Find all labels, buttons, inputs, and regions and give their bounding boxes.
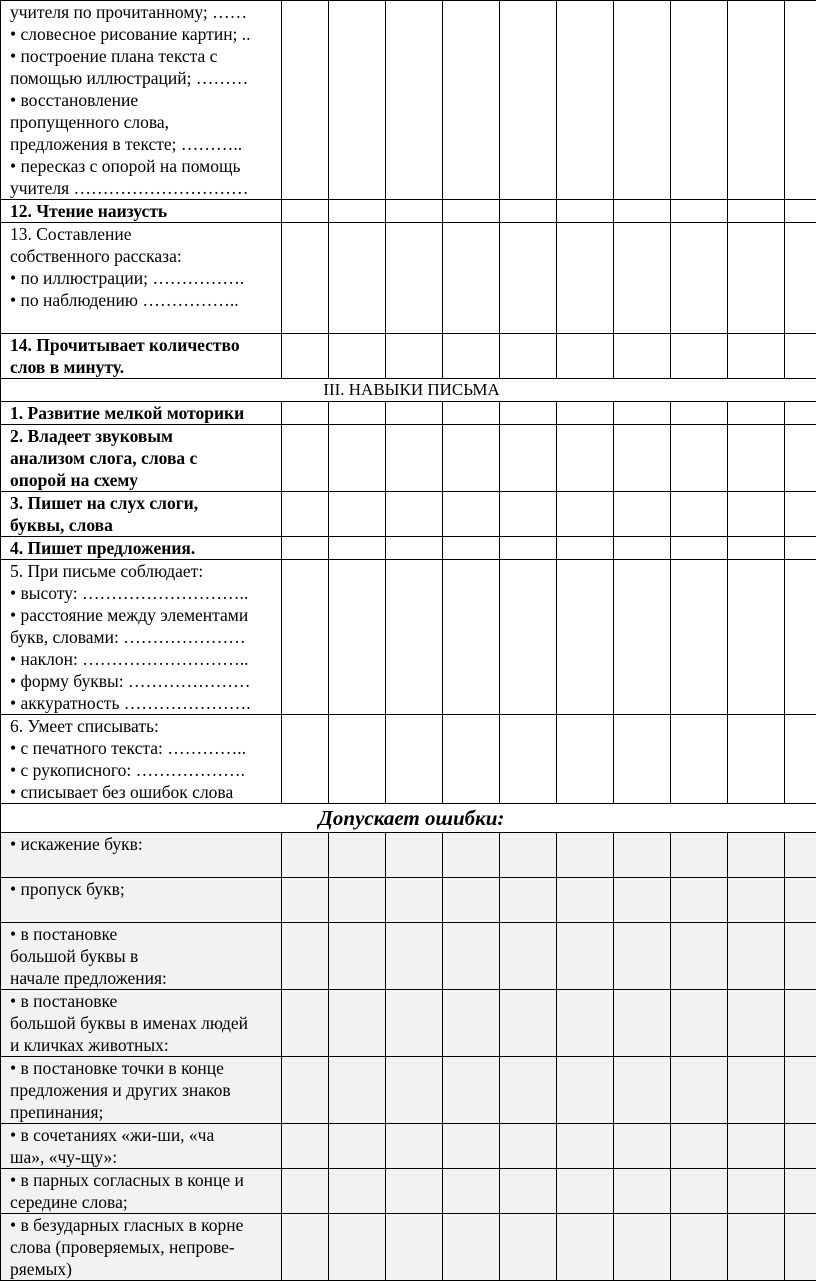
assessment-cell[interactable] [329,492,386,537]
criterion-cell [1,833,282,878]
assessment-cell[interactable] [671,715,728,804]
assessment-cell[interactable] [614,334,671,379]
assessment-cell[interactable] [443,425,500,492]
criterion-text-line: начале предложения: [10,967,281,989]
criterion-text-line: • в постановке [10,990,281,1012]
criterion-text-line: помощью иллюстраций; ……… [10,67,281,89]
assessment-cell[interactable] [671,878,728,923]
assessment-cell[interactable] [282,425,329,492]
assessment-cell[interactable] [671,1214,728,1281]
assessment-cell[interactable] [443,923,500,990]
assessment-cell[interactable] [785,200,816,223]
assessment-cell[interactable] [386,833,443,878]
assessment-cell[interactable] [728,334,785,379]
criterion-cell [1,1169,282,1214]
assessment-cell[interactable] [557,492,614,537]
assessment-cell[interactable] [557,923,614,990]
assessment-cell[interactable] [282,537,329,560]
assessment-cell[interactable] [671,990,728,1057]
assessment-cell[interactable] [329,1,386,200]
assessment-cell[interactable] [443,1,500,200]
assessment-cell[interactable] [443,878,500,923]
assessment-cell[interactable] [500,200,557,223]
assessment-cell[interactable] [614,402,671,425]
assessment-cell[interactable] [386,990,443,1057]
criterion-text-line: собственного рассказа: [10,245,281,267]
assessment-cell[interactable] [785,334,816,379]
assessment-cell[interactable] [329,990,386,1057]
assessment-cell[interactable] [329,1057,386,1124]
assessment-cell[interactable] [443,334,500,379]
criterion-text-line: опорой на схему [10,469,281,491]
assessment-cell[interactable] [443,990,500,1057]
assessment-cell[interactable] [329,1214,386,1281]
assessment-cell[interactable] [785,560,816,715]
criterion-text-line: букв, словами: ………………… [10,626,281,648]
assessment-cell[interactable] [671,1,728,200]
assessment-cell[interactable] [282,833,329,878]
assessment-cell[interactable] [500,1057,557,1124]
assessment-cell[interactable] [386,334,443,379]
assessment-cell[interactable] [728,425,785,492]
assessment-cell[interactable] [329,1124,386,1169]
criterion-cell [1,402,282,425]
assessment-cell[interactable] [386,537,443,560]
table-row [1,833,816,878]
assessment-cell[interactable] [386,402,443,425]
criterion-text-line: • списывает без ошибок слова [10,781,281,803]
assessment-cell[interactable] [282,1,329,200]
assessment-cell[interactable] [500,715,557,804]
assessment-cell[interactable] [785,878,816,923]
assessment-cell[interactable] [443,1124,500,1169]
assessment-cell[interactable] [785,1,816,200]
assessment-cell[interactable] [728,1,785,200]
assessment-cell[interactable] [671,833,728,878]
criterion-text-line: предложения и других знаков [10,1079,281,1101]
criterion-text-line: препинания; [10,1101,281,1123]
assessment-cell[interactable] [386,1214,443,1281]
assessment-cell[interactable] [329,223,386,334]
assessment-cell[interactable] [557,878,614,923]
assessment-cell[interactable] [386,425,443,492]
criterion-text-line: • в постановке точки в конце [10,1057,281,1079]
criterion-text-line: • по наблюдению …………….. [10,289,281,311]
assessment-cell[interactable] [386,223,443,334]
assessment-cell[interactable] [500,1124,557,1169]
assessment-cell[interactable] [386,1,443,200]
criterion-text-line: ряемых) [10,1258,281,1280]
assessment-cell[interactable] [386,923,443,990]
assessment-cell[interactable] [728,537,785,560]
assessment-cell[interactable] [386,1057,443,1124]
assessment-cell[interactable] [500,537,557,560]
assessment-cell[interactable] [282,200,329,223]
criterion-text-line: слов в минуту. [10,356,281,378]
assessment-cell[interactable] [282,1057,329,1124]
assessment-cell[interactable] [671,200,728,223]
assessment-cell[interactable] [500,833,557,878]
assessment-cell[interactable] [614,492,671,537]
assessment-cell[interactable] [614,990,671,1057]
assessment-cell[interactable] [329,425,386,492]
criterion-text-line: • по иллюстрации; ……………. [10,267,281,289]
criterion-text-line: буквы, слова [10,514,281,536]
assessment-cell[interactable] [614,833,671,878]
criterion-cell [1,492,282,537]
assessment-cell[interactable] [443,1214,500,1281]
criterion-cell [1,200,282,223]
assessment-cell[interactable] [443,402,500,425]
assessment-cell[interactable] [614,1124,671,1169]
assessment-cell[interactable] [443,560,500,715]
assessment-cell[interactable] [329,537,386,560]
assessment-cell[interactable] [557,200,614,223]
assessment-cell[interactable] [671,1057,728,1124]
criterion-text-line: 1. Развитие мелкой моторики [10,402,281,424]
assessment-cell[interactable] [785,990,816,1057]
assessment-cell[interactable] [282,1169,329,1214]
assessment-cell[interactable] [557,1169,614,1214]
assessment-cell[interactable] [671,1169,728,1214]
assessment-cell[interactable] [500,402,557,425]
assessment-cell[interactable] [785,537,816,560]
criterion-text-line: пропущенного слова, [10,111,281,133]
assessment-cell[interactable] [557,1124,614,1169]
criterion-text-line: середине слова; [10,1191,281,1213]
criterion-text-line: • аккуратность …………………. [10,692,281,714]
criterion-text-line: • искажение букв: [10,833,281,855]
criterion-cell [1,715,282,804]
criterion-text-line: • с печатного текста: ………….. [10,737,281,759]
assessment-cell[interactable] [282,334,329,379]
assessment-cell[interactable] [671,223,728,334]
assessment-cell[interactable] [282,402,329,425]
table-row [1,1057,816,1124]
criterion-text-line: • в сочетаниях «жи-ши, «ча [10,1124,281,1146]
assessment-cell[interactable] [671,334,728,379]
table-row [1,1214,816,1281]
assessment-cell[interactable] [500,492,557,537]
criterion-text-line: • пропуск букв; [10,878,281,900]
assessment-cell[interactable] [282,923,329,990]
criterion-text-line: 6. Умеет списывать: [10,715,281,737]
criterion-text-line [10,311,281,333]
criterion-text-line: • в постановке [10,923,281,945]
assessment-cell[interactable] [386,878,443,923]
assessment-cell[interactable] [785,1214,816,1281]
criterion-text-line: • в безударных гласных в корне [10,1214,281,1236]
assessment-cell[interactable] [614,200,671,223]
assessment-cell[interactable] [329,923,386,990]
assessment-cell[interactable] [728,560,785,715]
criterion-cell [1,990,282,1057]
assessment-cell[interactable] [500,1169,557,1214]
assessment-cell[interactable] [282,878,329,923]
assessment-cell[interactable] [443,1057,500,1124]
assessment-cell[interactable] [500,878,557,923]
assessment-cell[interactable] [728,1214,785,1281]
assessment-cell[interactable] [500,923,557,990]
criterion-cell [1,334,282,379]
assessment-cell[interactable] [671,402,728,425]
assessment-cell[interactable] [282,560,329,715]
assessment-cell[interactable] [614,1214,671,1281]
assessment-cell[interactable] [557,223,614,334]
table-row [1,990,816,1057]
assessment-cell[interactable] [386,1124,443,1169]
assessment-cell[interactable] [728,223,785,334]
table-row [1,334,816,379]
assessment-cell[interactable] [282,492,329,537]
assessment-cell[interactable] [443,1169,500,1214]
assessment-cell[interactable] [614,560,671,715]
assessment-cell[interactable] [728,715,785,804]
assessment-cell[interactable] [671,425,728,492]
section-heading: III. НАВЫКИ ПИСЬМА [1,379,816,402]
criterion-text-line: учителя ………………………… [10,177,281,199]
assessment-cell[interactable] [557,1,614,200]
assessment-cell[interactable] [557,334,614,379]
criterion-text-line: 3. Пишет на слух слоги, [10,492,281,514]
criterion-text-line: 4. Пишет предложения. [10,537,281,559]
assessment-cell[interactable] [785,715,816,804]
assessment-cell[interactable] [500,1,557,200]
table-row [1,560,816,715]
criterion-text-line: • восстановление [10,89,281,111]
criterion-text-line: анализом слога, слова с [10,447,281,469]
assessment-cell[interactable] [614,1,671,200]
assessment-cell[interactable] [785,492,816,537]
assessment-cell[interactable] [282,715,329,804]
assessment-cell[interactable] [500,560,557,715]
criterion-cell [1,1124,282,1169]
criterion-cell [1,1057,282,1124]
assessment-cell[interactable] [329,833,386,878]
criterion-text-line: 5. При письме соблюдает: [10,560,281,582]
criterion-text-line: слова (проверяемых, непрове- [10,1236,281,1258]
table-row [1,1169,816,1214]
criterion-cell [1,537,282,560]
section-row [1,804,816,833]
criterion-text-line: большой буквы в именах людей [10,1012,281,1034]
criterion-text-line: учителя по прочитанному; …… [10,1,281,23]
assessment-cell[interactable] [443,833,500,878]
assessment-cell[interactable] [443,223,500,334]
assessment-cell[interactable] [614,537,671,560]
table-row [1,223,816,334]
assessment-cell[interactable] [500,1214,557,1281]
assessment-cell[interactable] [500,990,557,1057]
assessment-cell[interactable] [728,1124,785,1169]
table-row [1,200,816,223]
criterion-text-line: • построение плана текста с [10,45,281,67]
criterion-cell [1,878,282,923]
assessment-cell[interactable] [329,200,386,223]
assessment-cell[interactable] [500,334,557,379]
assessment-cell[interactable] [557,715,614,804]
assessment-cell[interactable] [671,1124,728,1169]
assessment-cell[interactable] [557,402,614,425]
assessment-cell[interactable] [282,223,329,334]
assessment-cell[interactable] [614,715,671,804]
table-row [1,492,816,537]
assessment-cell[interactable] [614,923,671,990]
assessment-cell[interactable] [728,878,785,923]
criterion-text-line: и кличках животных: [10,1034,281,1056]
assessment-cell[interactable] [443,537,500,560]
assessment-cell[interactable] [785,1169,816,1214]
assessment-cell[interactable] [728,200,785,223]
assessment-cell[interactable] [557,833,614,878]
criterion-text-line: большой буквы в [10,945,281,967]
assessment-cell[interactable] [500,223,557,334]
assessment-cell[interactable] [443,492,500,537]
criterion-text-line: • наклон: ……………………….. [10,648,281,670]
criterion-text-line: • высоту: ……………………….. [10,582,281,604]
assessment-cell[interactable] [728,492,785,537]
assessment-cell[interactable] [386,560,443,715]
criterion-text-line: 13. Составление [10,223,281,245]
assessment-cell[interactable] [329,878,386,923]
assessment-cell[interactable] [386,1169,443,1214]
criterion-text-line: предложения в тексте; ……….. [10,133,281,155]
assessment-cell[interactable] [614,1057,671,1124]
assessment-cell[interactable] [785,1057,816,1124]
assessment-cell[interactable] [557,537,614,560]
assessment-cell[interactable] [785,223,816,334]
assessment-cell[interactable] [785,402,816,425]
assessment-cell[interactable] [785,923,816,990]
assessment-cell[interactable] [728,1169,785,1214]
assessment-cell[interactable] [671,537,728,560]
assessment-cell[interactable] [671,560,728,715]
assessment-cell[interactable] [785,425,816,492]
table-row [1,402,816,425]
table-row [1,878,816,923]
criterion-cell [1,1214,282,1281]
criterion-text-line: 14. Прочитывает количество [10,334,281,356]
criterion-text-line: • в парных согласных в конце и [10,1169,281,1191]
assessment-cell[interactable] [386,715,443,804]
assessment-cell[interactable] [785,1124,816,1169]
criterion-cell [1,560,282,715]
criterion-cell [1,425,282,492]
assessment-cell[interactable] [785,833,816,878]
assessment-cell[interactable] [557,560,614,715]
criterion-cell [1,223,282,334]
table-row [1,537,816,560]
criterion-text-line: • с рукописного: ………………. [10,759,281,781]
assessment-cell[interactable] [614,878,671,923]
table-row [1,425,816,492]
assessment-cell[interactable] [557,425,614,492]
criterion-text-line: ша», «чу-щу»: [10,1146,281,1168]
assessment-cell[interactable] [282,990,329,1057]
assessment-cell[interactable] [614,223,671,334]
assessment-cell[interactable] [728,923,785,990]
criterion-text-line: • форму буквы: ………………… [10,670,281,692]
criterion-cell [1,1,282,200]
assessment-cell[interactable] [728,990,785,1057]
table-row [1,923,816,990]
assessment-cell[interactable] [329,402,386,425]
assessment-cell[interactable] [329,560,386,715]
section-row [1,379,816,402]
table-row [1,1,816,200]
table-row [1,715,816,804]
assessment-cell[interactable] [557,990,614,1057]
criterion-text-line: • пересказ с опорой на помощь [10,155,281,177]
assessment-cell[interactable] [557,1214,614,1281]
criterion-text-line: 2. Владеет звуковым [10,425,281,447]
criterion-cell [1,923,282,990]
table-row [1,1124,816,1169]
assessment-cell[interactable] [728,1057,785,1124]
criterion-text-line: • расстояние между элементами [10,604,281,626]
assessment-cell[interactable] [329,334,386,379]
assessment-cell[interactable] [329,1169,386,1214]
assessment-cell[interactable] [671,923,728,990]
assessment-cell[interactable] [282,1124,329,1169]
assessment-cell[interactable] [386,200,443,223]
assessment-cell[interactable] [671,492,728,537]
assessment-cell[interactable] [614,1169,671,1214]
assessment-cell[interactable] [443,715,500,804]
assessment-cell[interactable] [329,715,386,804]
assessment-cell[interactable] [557,1057,614,1124]
assessment-cell[interactable] [500,425,557,492]
assessment-cell[interactable] [728,402,785,425]
assessment-cell[interactable] [728,833,785,878]
assessment-cell[interactable] [614,425,671,492]
assessment-cell[interactable] [443,200,500,223]
assessment-cell[interactable] [386,492,443,537]
section-heading: Допускает ошибки: [1,804,816,833]
assessment-cell[interactable] [282,1214,329,1281]
criterion-text-line: 12. Чтение наизусть [10,200,281,222]
criterion-text-line: • словесное рисование картин; .. [10,23,281,45]
